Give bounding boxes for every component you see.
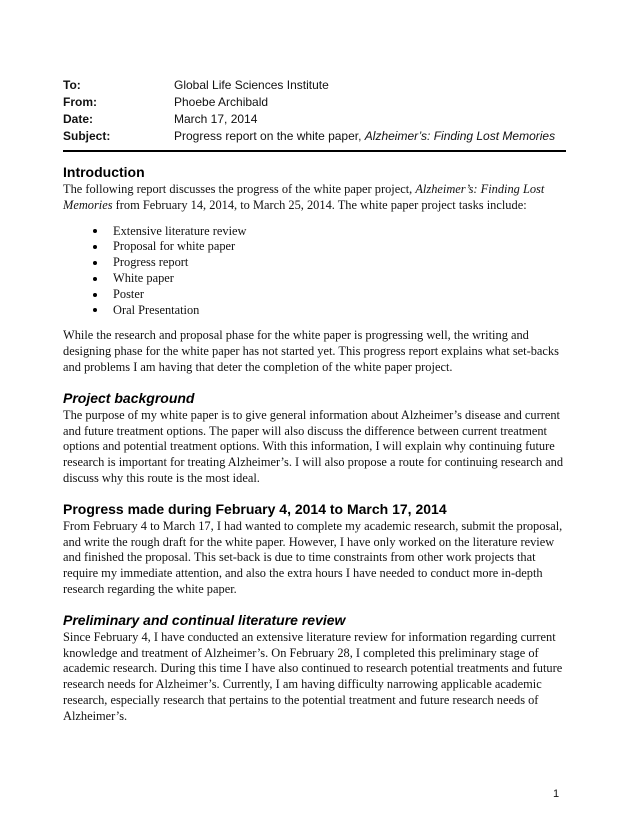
memo-from-label: From:	[63, 95, 97, 109]
report-body	[63, 163, 573, 725]
progress-section	[63, 500, 573, 598]
memo-header	[63, 77, 573, 145]
introduction-paper-title: Alzheimer’s: Finding Lost Memories	[63, 182, 545, 212]
list-item	[63, 287, 573, 303]
literature-section	[63, 611, 573, 725]
memo-subject-title: Alzheimer’s: Finding Lost Memories	[364, 129, 556, 143]
background-heading: Project background	[63, 389, 195, 406]
memo-from-row	[63, 94, 573, 111]
bullet-icon	[93, 277, 97, 281]
memo-subject-value	[174, 128, 573, 145]
memo-subject-prefix: Progress report on the white paper,	[174, 129, 365, 143]
memo-date-value: March 17, 2014	[174, 112, 258, 126]
memo-to-value: Global Life Sciences Institute	[174, 78, 329, 92]
introduction-summary: While the research and proposal phase for the white paper is progressing well, the writing and designing phase for the white paper has not started yet. This progress report explains what set-backs and problems I am having that deter the completion of the white paper project.	[63, 328, 559, 374]
memo-date-label: Date:	[63, 112, 94, 126]
bullet-icon	[93, 308, 97, 312]
introduction-heading: Introduction	[63, 164, 145, 180]
list-item	[63, 224, 573, 240]
header-divider	[63, 150, 566, 152]
task-label: White paper	[113, 270, 174, 285]
bullet-icon	[93, 293, 97, 297]
memo-to-row	[63, 77, 573, 94]
literature-paragraph: Since February 4, I have conducted an extensive literature review for information regarding current knowledge and treatment of Alzheimer’s. On February 28, I completed this preliminary stage of academic research. During this time I have also continued to research potential treatments and future research needs for Alzheimer’s. Currently, I am having difficulty narrowing applicable academic research, especially research that pertains to the potential treatment and future research needs of Alzheimer’s.	[63, 629, 563, 723]
task-list	[63, 224, 573, 319]
progress-heading: Progress made during February 4, 2014 to March 17, 2014	[63, 500, 447, 517]
list-item	[63, 303, 573, 319]
literature-heading: Preliminary and continual literature review	[63, 611, 346, 628]
progress-paragraph: From February 4 to March 17, I had wanted to complete my academic research, submit the proposal, and write the rough draft for the white paper. However, I have only worked on the literature review and finished the proposal. This set-back is due to time constraints from other work projects that require my immediate attention, and also the extra hours I have needed to conduct more in-depth research regarding the white paper.	[63, 518, 563, 596]
introduction-section	[63, 163, 573, 376]
list-item	[63, 271, 573, 287]
bullet-icon	[93, 261, 97, 265]
task-label: Extensive literature review	[113, 223, 247, 238]
introduction-paragraph	[63, 182, 573, 214]
memo-subject-label: Subject:	[63, 129, 111, 143]
task-label: Oral Presentation	[113, 302, 200, 317]
page-number: 1	[553, 788, 560, 800]
memo-to-label: To:	[63, 78, 81, 92]
task-label: Poster	[113, 286, 144, 301]
list-item	[63, 255, 573, 271]
memo-from-value: Phoebe Archibald	[174, 95, 269, 109]
background-paragraph: The purpose of my white paper is to give general information about Alzheimer’s disease and current and future treatment options. The paper will also discuss the difference between current treatment options and potential treatment options. With this information, I will explain why continuing future research is important for treating Alzheimer’s. I will also propose a route for continuing research and discuss why this route is the most ideal.	[63, 407, 564, 485]
bullet-icon	[93, 245, 97, 249]
memo-subject-row	[63, 128, 573, 145]
background-section	[63, 389, 573, 487]
introduction-text-a: The following report discusses the progress of the white paper project,	[63, 182, 416, 196]
task-label: Proposal for white paper	[113, 239, 236, 254]
task-label: Progress report	[113, 255, 189, 270]
memo-date-row	[63, 111, 573, 128]
bullet-icon	[93, 229, 97, 233]
introduction-text-b: from February 14, 2014, to March 25, 2014. The white paper project tasks include:	[112, 197, 527, 212]
list-item	[63, 239, 573, 255]
